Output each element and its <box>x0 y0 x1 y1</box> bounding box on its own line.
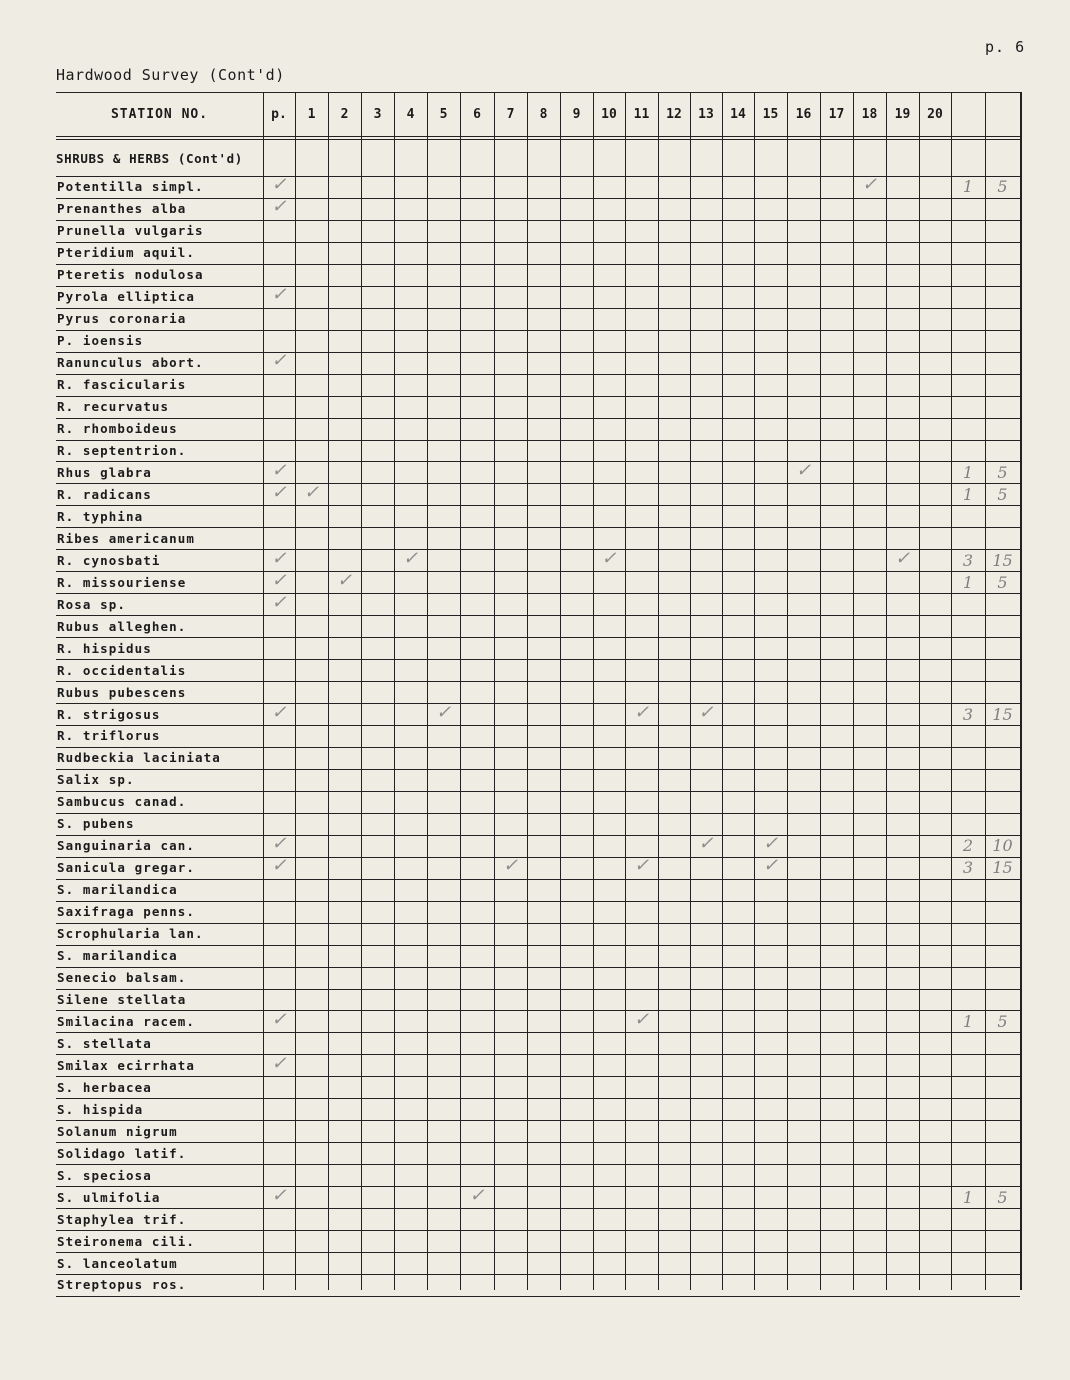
station-count: 2 <box>962 836 974 856</box>
column-header: 12 <box>666 106 682 122</box>
species-name: Staphylea trif. <box>57 1211 187 1227</box>
column-header: 20 <box>927 106 943 122</box>
frequency-value: 15 <box>992 550 1013 570</box>
column-divider <box>295 92 296 1290</box>
species-name: R. septentrion. <box>57 442 187 458</box>
species-name: S. ulmifolia <box>57 1189 161 1205</box>
station-count: 1 <box>962 1011 974 1031</box>
section-label: SHRUBS & HERBS (Cont'd) <box>56 150 243 166</box>
species-name: Senecio balsam. <box>57 970 187 986</box>
species-name: Streptopus ros. <box>57 1277 187 1293</box>
species-name: Potentilla simpl. <box>57 179 204 195</box>
row-divider <box>56 330 1020 331</box>
row-divider <box>56 681 1020 682</box>
column-header: 10 <box>601 106 617 122</box>
check-mark: ✓ <box>271 833 287 855</box>
station-count: 1 <box>962 572 974 592</box>
check-mark: ✓ <box>271 284 287 306</box>
row-divider <box>56 352 1020 353</box>
species-name: S. pubens <box>57 816 135 832</box>
column-divider <box>1020 92 1022 1290</box>
column-header: 5 <box>439 106 448 122</box>
species-name: S. speciosa <box>57 1167 152 1183</box>
column-header: 8 <box>539 106 548 122</box>
column-header: 14 <box>730 106 746 122</box>
station-count: 3 <box>962 550 974 570</box>
species-name: R. hispidus <box>57 640 152 656</box>
row-divider <box>56 176 1020 177</box>
row-divider <box>56 923 1020 924</box>
row-divider <box>56 857 1020 858</box>
row-divider <box>56 1164 1020 1165</box>
frequency-value: 15 <box>992 704 1013 724</box>
row-divider <box>56 1010 1020 1011</box>
frequency-value: 5 <box>997 572 1008 592</box>
column-divider <box>527 92 528 1290</box>
column-divider <box>494 92 495 1290</box>
row-divider <box>56 220 1020 221</box>
species-name: R. occidentalis <box>57 662 187 678</box>
species-name: S. herbacea <box>57 1079 152 1095</box>
row-divider <box>56 1208 1020 1209</box>
check-mark: ✓ <box>271 701 287 723</box>
column-divider <box>593 92 594 1290</box>
station-header: STATION NO. <box>110 106 209 122</box>
column-header: 15 <box>762 106 779 122</box>
species-name: S. stellata <box>57 1035 152 1051</box>
species-name: R. radicans <box>57 486 152 502</box>
species-name: S. marilandica <box>57 882 178 898</box>
row-divider <box>56 264 1020 265</box>
species-name: Solanum nigrum <box>57 1123 178 1139</box>
species-name: Rubus alleghen. <box>57 618 187 634</box>
row-divider <box>56 374 1020 375</box>
species-name: R. missouriense <box>57 574 187 590</box>
column-header: 18 <box>861 106 878 122</box>
check-mark: ✓ <box>633 855 650 877</box>
column-header: p. <box>271 106 287 122</box>
check-mark: ✓ <box>271 547 287 569</box>
row-divider <box>56 967 1020 968</box>
column-divider <box>853 92 854 1290</box>
station-count: 1 <box>962 1187 974 1207</box>
check-mark: ✓ <box>303 481 320 503</box>
frequency-value: 15 <box>992 858 1013 878</box>
species-name: Scrophularia lan. <box>57 926 204 942</box>
species-name: Solidago latif. <box>57 1145 187 1161</box>
species-name: R. rhomboideus <box>57 421 178 437</box>
frequency-value: 5 <box>997 462 1008 482</box>
row-divider <box>56 136 1020 137</box>
row-divider <box>56 396 1020 397</box>
check-mark: ✓ <box>271 591 287 613</box>
row-divider <box>56 198 1020 199</box>
species-name: Salix sp. <box>57 772 135 788</box>
column-divider <box>985 92 986 1290</box>
check-mark: ✓ <box>469 1184 485 1206</box>
station-count: 3 <box>962 858 974 878</box>
species-name: R. cynosbati <box>57 552 161 568</box>
species-name: R. typhina <box>57 508 144 524</box>
column-header: 6 <box>473 106 481 122</box>
row-divider <box>56 879 1020 880</box>
column-header: 4 <box>406 106 415 122</box>
species-name: R. triflorus <box>57 728 161 744</box>
row-divider <box>56 549 1020 550</box>
column-header: 13 <box>698 106 714 122</box>
row-divider <box>56 139 1020 140</box>
column-divider <box>427 92 428 1290</box>
check-mark: ✓ <box>271 174 287 196</box>
page-number: p. 6 <box>985 38 1026 56</box>
row-divider <box>56 593 1020 594</box>
station-count: 1 <box>962 177 974 197</box>
row-divider <box>56 483 1020 484</box>
row-divider <box>56 1032 1020 1033</box>
check-mark: ✓ <box>271 350 287 372</box>
species-name: R. strigosus <box>57 706 161 722</box>
column-header: 16 <box>795 106 812 122</box>
column-divider <box>951 92 952 1290</box>
row-divider <box>56 242 1020 243</box>
row-divider <box>56 1296 1020 1297</box>
row-divider <box>56 527 1020 528</box>
row-divider <box>56 461 1020 462</box>
column-header: 7 <box>506 106 515 122</box>
check-mark: ✓ <box>402 547 419 569</box>
station-count: 1 <box>962 484 974 504</box>
frequency-value: 5 <box>997 1011 1008 1031</box>
check-mark: ✓ <box>336 569 353 591</box>
column-divider <box>361 92 362 1290</box>
row-divider <box>56 1274 1020 1275</box>
column-header <box>985 92 1020 136</box>
column-divider <box>754 92 755 1290</box>
row-divider <box>56 1230 1020 1231</box>
row-divider <box>56 571 1020 572</box>
check-mark: ✓ <box>271 1008 287 1030</box>
column-divider <box>394 92 395 1290</box>
row-divider <box>56 1142 1020 1143</box>
species-name: Rudbeckia laciniata <box>57 750 221 766</box>
row-divider <box>56 835 1020 836</box>
row-divider <box>56 1120 1020 1121</box>
column-header: 3 <box>373 106 382 122</box>
row-divider <box>56 725 1020 726</box>
check-mark: ✓ <box>698 701 714 723</box>
check-mark: ✓ <box>271 481 287 503</box>
species-name: Ranunculus abort. <box>57 355 204 371</box>
check-mark: ✓ <box>861 174 878 196</box>
species-name: S. hispida <box>57 1101 144 1117</box>
column-header: 2 <box>340 106 349 122</box>
column-divider <box>919 92 920 1290</box>
check-mark: ✓ <box>271 1052 287 1074</box>
station-count: 3 <box>962 704 974 724</box>
species-name: Saxifraga penns. <box>57 904 196 920</box>
row-divider <box>56 1098 1020 1099</box>
species-name: Ribes americanum <box>57 530 196 546</box>
species-name: S. lanceolatum <box>57 1255 178 1271</box>
row-divider <box>56 1054 1020 1055</box>
species-name: Steironema cili. <box>57 1233 196 1249</box>
survey-table <box>56 92 1020 1293</box>
check-mark: ✓ <box>601 547 617 569</box>
row-divider <box>56 813 1020 814</box>
column-header: 17 <box>828 106 845 122</box>
species-name: Pteridium aquil. <box>57 245 196 261</box>
check-mark: ✓ <box>271 459 287 481</box>
check-mark: ✓ <box>633 1008 650 1030</box>
column-header <box>951 92 985 136</box>
check-mark: ✓ <box>795 459 812 481</box>
column-divider <box>820 92 821 1290</box>
species-name: Rubus pubescens <box>57 684 187 700</box>
species-name: Sanguinaria can. <box>57 838 196 854</box>
species-name: Silene stellata <box>57 991 187 1007</box>
check-mark: ✓ <box>271 196 287 218</box>
frequency-value: 10 <box>992 836 1013 856</box>
column-header: 19 <box>894 106 911 122</box>
row-divider <box>56 659 1020 660</box>
row-divider <box>56 418 1020 419</box>
row-divider <box>56 637 1020 638</box>
page-title: Hardwood Survey (Cont'd) <box>56 66 285 84</box>
species-name: R. recurvatus <box>57 399 170 415</box>
check-mark: ✓ <box>894 547 911 569</box>
row-divider <box>56 769 1020 770</box>
species-name: S. marilandica <box>57 948 178 964</box>
species-name: Prunella vulgaris <box>57 223 204 239</box>
frequency-value: 5 <box>997 484 1008 504</box>
species-name: P. ioensis <box>57 333 144 349</box>
row-divider <box>56 505 1020 506</box>
row-divider <box>56 615 1020 616</box>
species-name: Sambucus canad. <box>57 794 187 810</box>
row-divider <box>56 989 1020 990</box>
species-name: Rosa sp. <box>57 596 127 612</box>
species-name: Sanicula gregar. <box>57 860 196 876</box>
row-divider <box>56 1186 1020 1187</box>
species-name: Pyrola elliptica <box>57 289 196 305</box>
column-header: 9 <box>572 106 581 122</box>
check-mark: ✓ <box>271 1184 287 1206</box>
column-divider <box>560 92 561 1290</box>
check-mark: ✓ <box>633 701 650 723</box>
column-divider <box>460 92 461 1290</box>
row-divider <box>56 901 1020 902</box>
column-header: 11 <box>633 106 650 122</box>
column-divider <box>328 92 329 1290</box>
station-count: 1 <box>962 462 974 482</box>
column-divider <box>722 92 723 1290</box>
row-divider <box>56 440 1020 441</box>
row-divider <box>56 286 1020 287</box>
row-divider <box>56 92 1020 93</box>
species-name: Smilacina racem. <box>57 1013 196 1029</box>
species-name: Rhus glabra <box>57 464 152 480</box>
species-name: Pyrus coronaria <box>57 311 187 327</box>
species-name: R. fascicularis <box>57 377 187 393</box>
column-divider <box>263 92 264 1290</box>
column-header: 1 <box>307 106 316 122</box>
row-divider <box>56 703 1020 704</box>
check-mark: ✓ <box>271 855 287 877</box>
species-name: Prenanthes alba <box>57 201 187 217</box>
check-mark: ✓ <box>271 569 287 591</box>
row-divider <box>56 945 1020 946</box>
check-mark: ✓ <box>502 855 519 877</box>
frequency-value: 5 <box>997 1187 1008 1207</box>
row-divider <box>56 747 1020 748</box>
species-name: Smilax ecirrhata <box>57 1057 196 1073</box>
column-divider <box>787 92 788 1290</box>
row-divider <box>56 308 1020 309</box>
column-divider <box>625 92 626 1290</box>
row-divider <box>56 791 1020 792</box>
check-mark: ✓ <box>435 701 452 723</box>
column-divider <box>690 92 691 1290</box>
row-divider <box>56 1076 1020 1077</box>
species-name: Pteretis nodulosa <box>57 267 204 283</box>
row-divider <box>56 1252 1020 1253</box>
column-divider <box>658 92 659 1290</box>
check-mark: ✓ <box>698 833 714 855</box>
check-mark: ✓ <box>762 833 779 855</box>
column-divider <box>886 92 887 1290</box>
check-mark: ✓ <box>762 855 779 877</box>
frequency-value: 5 <box>997 177 1008 197</box>
